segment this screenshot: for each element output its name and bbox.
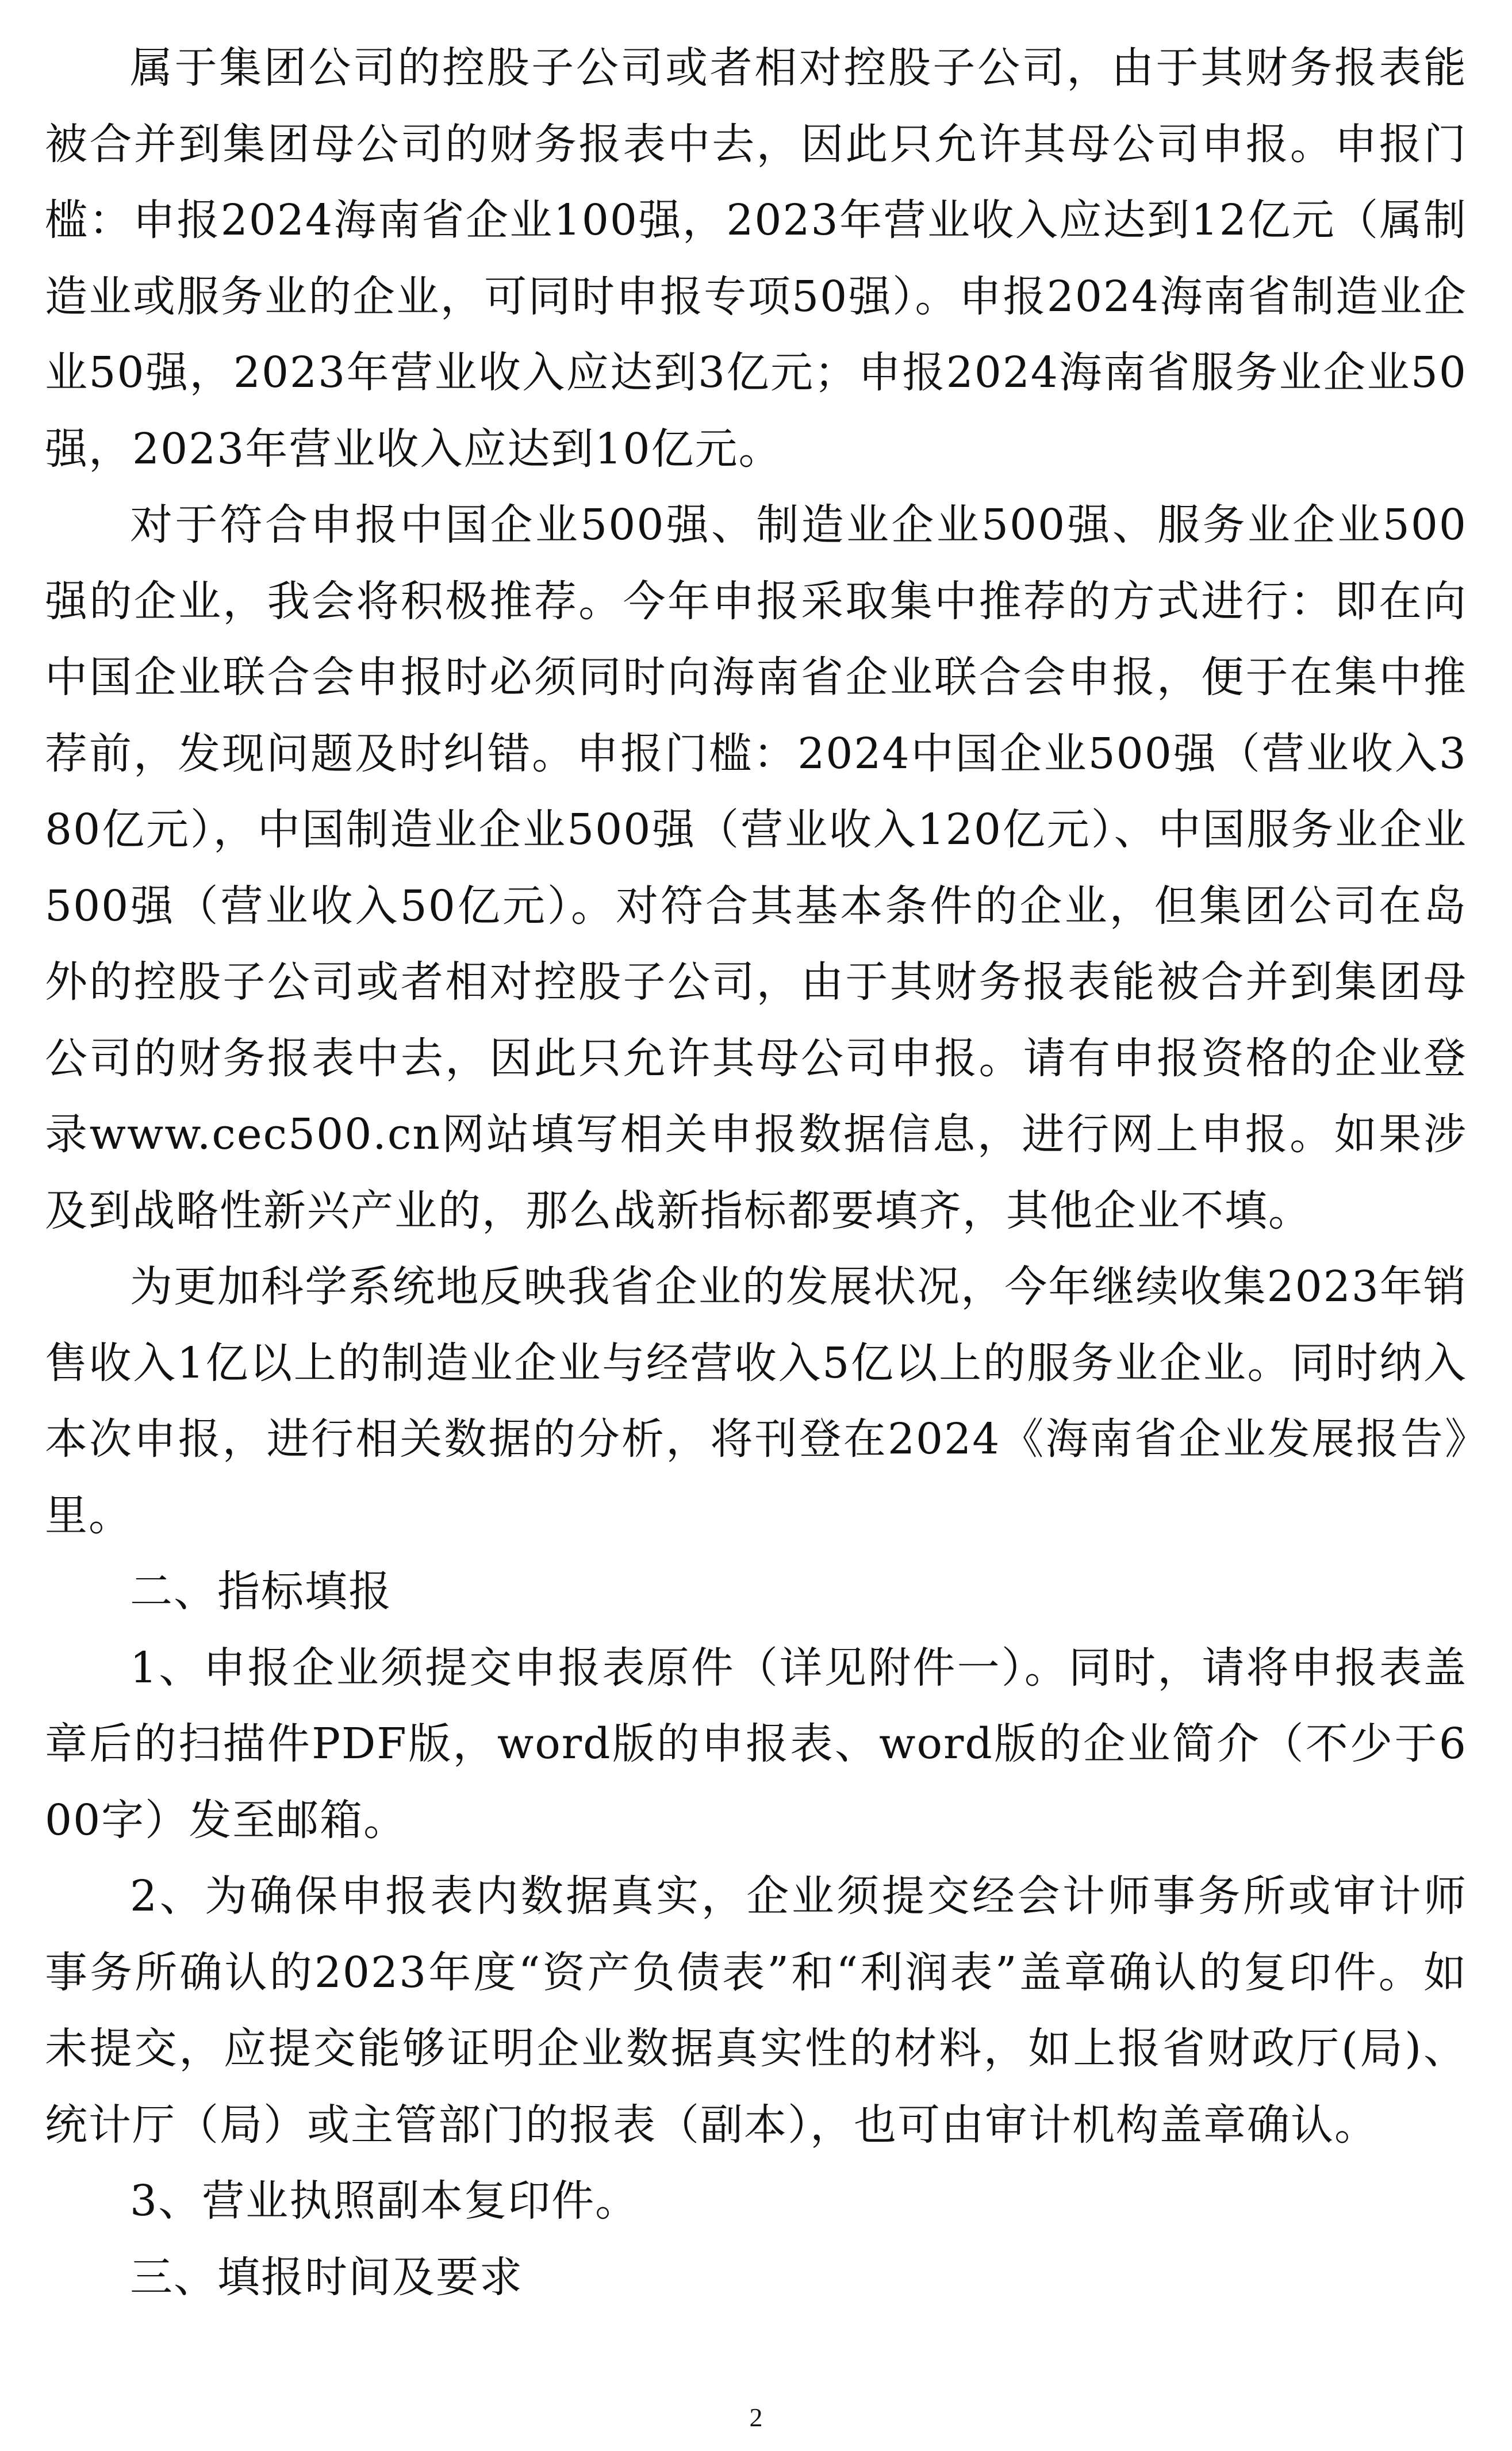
section-heading-time-requirements: 三、填报时间及要求 — [130, 2252, 523, 2302]
list-item-financial-statements: 2、为确保申报表内数据真实，企业须提交经会计师事务所或审计师事务所确认的2023年度“资产负债表”和“利润表”盖章确认的复印件。如未提交，应提交能够证明企业数据真实性的材料，如上报省财政厅(局)、统计厅（局）或主管部门的报表（副本），也可由审计机构盖章确认。 — [45, 1871, 1467, 2150]
list-item-submit-form: 1、申报企业须提交申报表原件（详见附件一）。同时，请将申报表盖章后的扫描件PDF版，word版的申报表、word版的企业简介（不少于600字）发至邮箱。 — [45, 1643, 1467, 1845]
section-heading-indicators: 二、指标填报 — [130, 1567, 392, 1616]
document-body — [45, 30, 1467, 2315]
paragraph-data-collection: 为更加科学系统地反映我省企业的发展状况，今年继续收集2023年销售收入1亿以上的制造业企业与经营收入5亿以上的服务业企业。同时纳入本次申报，进行相关数据的分析，将刊登在2024《海南省企业发展报告》里。 — [45, 1262, 1467, 1540]
paragraph-application-threshold-hainan: 属于集团公司的控股子公司或者相对控股子公司，由于其财务报表能被合并到集团母公司的财务报表中去，因此只允许其母公司申报。申报门槛：申报2024海南省企业100强，2023年营业收入应达到12亿元（属制造业或服务业的企业，可同时申报专项50强）。申报2024海南省制造业企业50强，2023年营业收入应达到3亿元；申报2024海南省服务业企业50强，2023年营业收入应达到10亿元。 — [45, 43, 1467, 474]
paragraph-china-top500-recommendation: 对于符合申报中国企业500强、制造业企业500强、服务业企业500强的企业，我会将积极推荐。今年申报采取集中推荐的方式进行：即在向中国企业联合会申报时必须同时向海南省企业联合会申报，便于在集中推荐前，发现问题及时纠错。申报门槛：2024中国企业500强（营业收入380亿元），中国制造业企业500强（营业收入120亿元）、中国服务业企业500强（营业收入50亿元）。对符合其基本条件的企业，但集团公司在岛外的控股子公司或者相对控股子公司，由于其财务报表能被合并到集团母公司的财务报表中去，因此只允许其母公司申报。请有申报资格的企业登录www.cec500.cn网站填写相关申报数据信息，进行网上申报。如果涉及到战略性新兴产业的，那么战新指标都要填齐，其他企业不填。 — [45, 500, 1467, 1236]
page-number: 2 — [749, 2403, 763, 2432]
list-item-business-license: 3、营业执照副本复印件。 — [130, 2176, 639, 2226]
